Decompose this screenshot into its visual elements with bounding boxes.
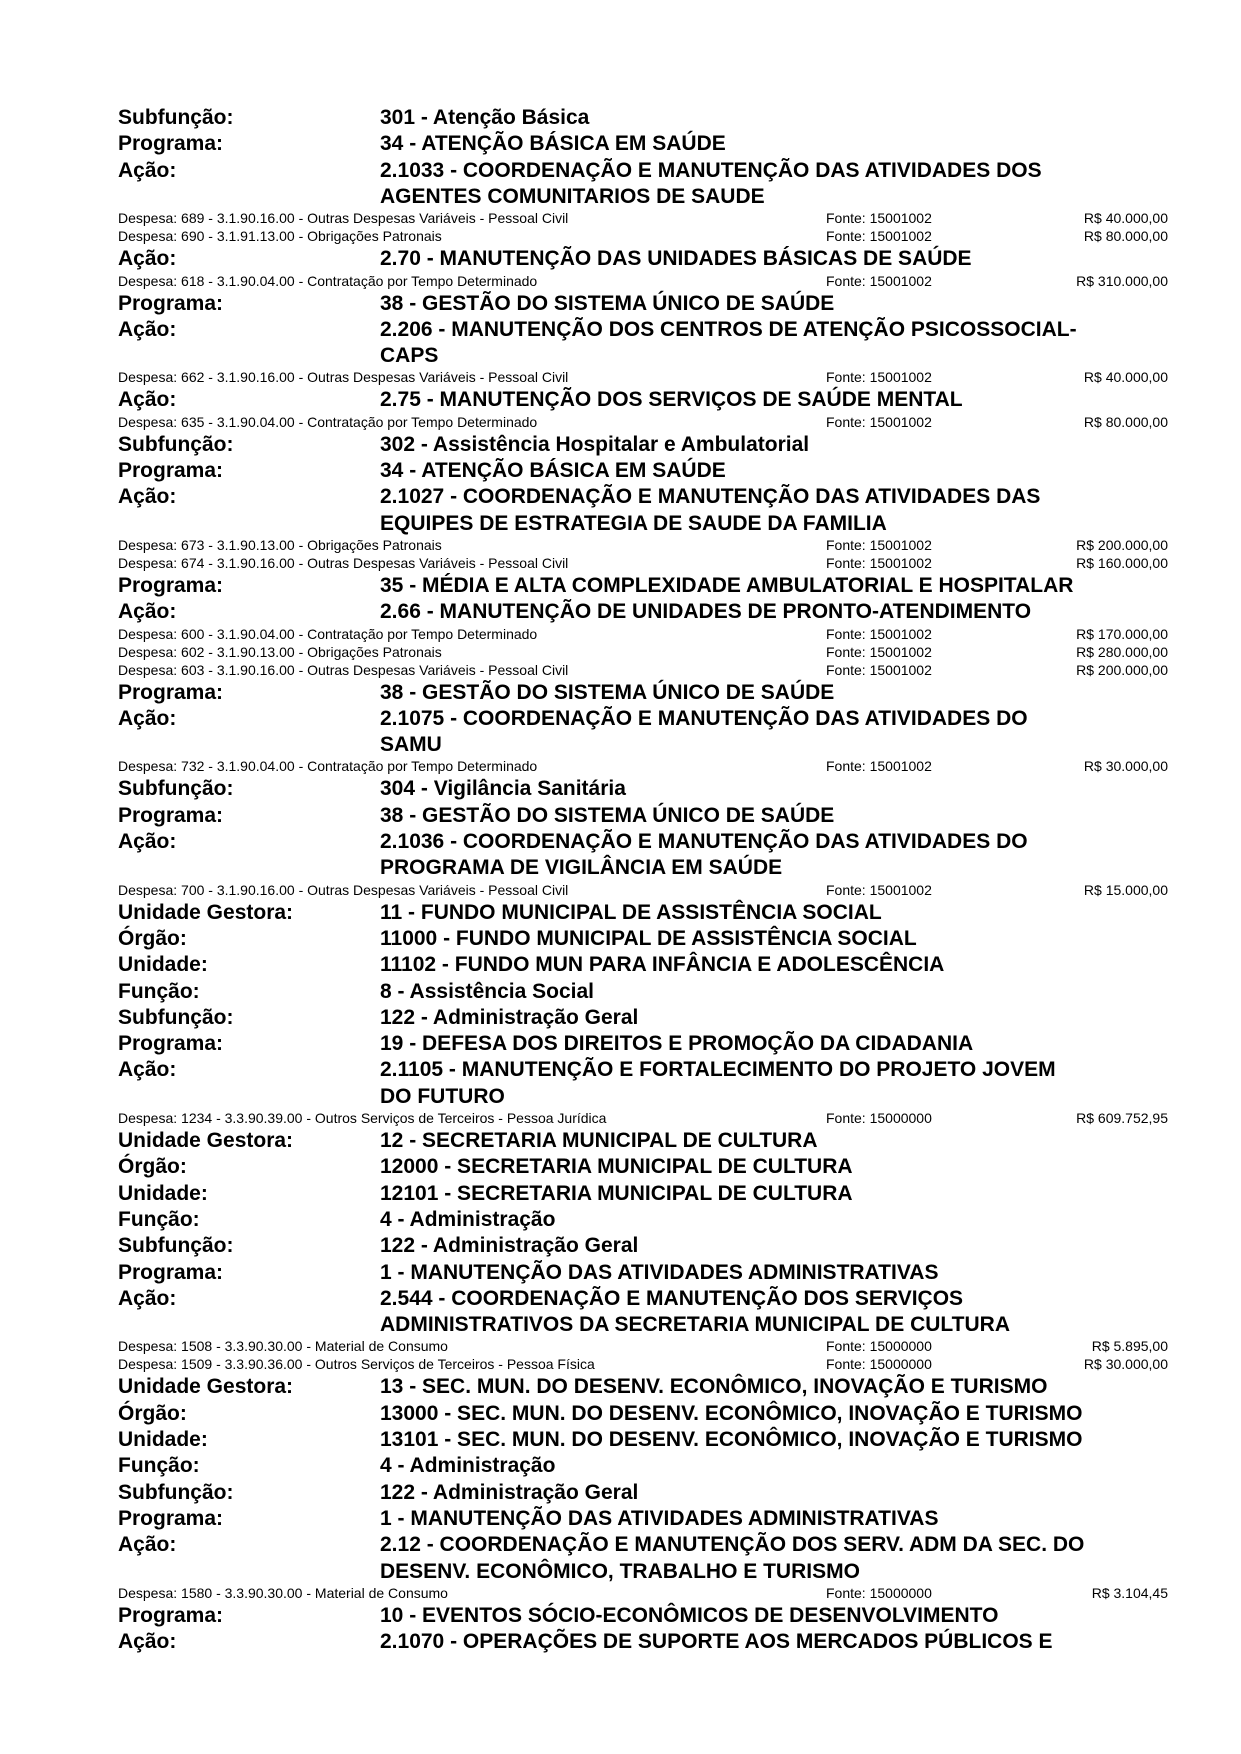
heading-value: 4 - Administração bbox=[380, 1454, 556, 1478]
expense-source: Fonte: 15001002 bbox=[826, 661, 932, 678]
expense-amount: R$ 5.895,00 bbox=[1091, 1338, 1168, 1355]
heading-value: 10 - EVENTOS SÓCIO-ECONÔMICOS DE DESENVOLVIMENTO bbox=[380, 1603, 999, 1627]
heading-row bbox=[118, 1453, 1168, 1479]
expense-row bbox=[118, 881, 1168, 899]
heading-value: 2.206 - MANUTENÇÃO DOS CENTROS DE ATENÇÃO PSICOSSOCIAL- bbox=[380, 317, 1077, 341]
expense-row bbox=[118, 643, 1168, 661]
expense-description: Despesa: 1234 - 3.3.90.39.00 - Outros Serviços de Terceiros - Pessoa Jurídica bbox=[118, 1110, 607, 1126]
heading-value: 8 - Assistência Social bbox=[380, 979, 594, 1003]
heading-value: 2.70 - MANUTENÇÃO DAS UNIDADES BÁSICAS DE SAÚDE bbox=[380, 247, 972, 271]
heading-row bbox=[118, 1260, 1168, 1286]
heading-row bbox=[118, 1506, 1168, 1532]
expense-source: Fonte: 15001002 bbox=[826, 228, 932, 245]
heading-continuation bbox=[118, 343, 1168, 369]
heading-label: Unidade Gestora: bbox=[118, 1129, 294, 1152]
expense-description: Despesa: 689 - 3.1.90.16.00 - Outras Despesas Variáveis - Pessoal Civil bbox=[118, 210, 569, 227]
heading-value: 11102 - FUNDO MUN PARA INFÂNCIA E ADOLESCÊNCIA bbox=[380, 953, 945, 977]
expense-description: Despesa: 600 - 3.1.90.04.00 - Contratação por Tempo Determinado bbox=[118, 625, 538, 642]
heading-value: 12000 - SECRETARIA MUNICIPAL DE CULTURA bbox=[380, 1155, 853, 1179]
heading-value: 2.544 - COORDENAÇÃO E MANUTENÇÃO DOS SERVIÇOS bbox=[380, 1286, 964, 1310]
heading-label: Ação: bbox=[118, 706, 177, 730]
heading-row bbox=[118, 829, 1168, 855]
heading-label: Programa: bbox=[118, 459, 224, 482]
heading-row bbox=[118, 1286, 1168, 1312]
heading-value: 301 - Atenção Básica bbox=[380, 106, 590, 129]
heading-row bbox=[118, 599, 1168, 625]
heading-label: Ação: bbox=[118, 1058, 177, 1082]
expense-description: Despesa: 673 - 3.1.90.13.00 - Obrigações Patronais bbox=[118, 536, 442, 553]
heading-label: Função: bbox=[118, 1454, 200, 1478]
heading-value: 2.1105 - MANUTENÇÃO E FORTALECIMENTO DO PROJETO JOVEM bbox=[380, 1058, 1056, 1082]
expense-source: Fonte: 15001002 bbox=[826, 625, 932, 642]
heading-label: Órgão: bbox=[118, 1155, 187, 1179]
heading-value: 2.1070 - OPERAÇÕES DE SUPORTE AOS MERCADOS PÚBLICOS E bbox=[380, 1630, 1053, 1654]
expense-source: Fonte: 15000000 bbox=[826, 1356, 932, 1373]
heading-value: 38 - GESTÃO DO SISTEMA ÚNICO DE SAÚDE bbox=[380, 291, 835, 315]
expense-description: Despesa: 1508 - 3.3.90.30.00 - Material de Consumo bbox=[118, 1338, 448, 1355]
heading-row bbox=[118, 1207, 1168, 1233]
heading-label: Programa: bbox=[118, 803, 224, 827]
heading-label: Ação: bbox=[118, 600, 177, 624]
heading-value: 34 - ATENÇÃO BÁSICA EM SAÚDE bbox=[380, 132, 726, 156]
expense-source: Fonte: 15001002 bbox=[826, 536, 932, 553]
heading-continuation bbox=[118, 184, 1168, 210]
heading-value: 12 - SECRETARIA MUNICIPAL DE CULTURA bbox=[380, 1129, 818, 1152]
expense-row bbox=[118, 554, 1168, 572]
expense-source: Fonte: 15001002 bbox=[826, 272, 932, 289]
expense-description: Despesa: 618 - 3.1.90.04.00 - Contratação por Tempo Determinado bbox=[118, 272, 538, 289]
heading-label: Subfunção: bbox=[118, 432, 234, 456]
heading-row bbox=[118, 317, 1168, 343]
heading-value: 2.12 - COORDENAÇÃO E MANUTENÇÃO DOS SERV. ADM DA SEC. DO bbox=[380, 1533, 1085, 1557]
heading-value: 122 - Administração Geral bbox=[380, 1005, 639, 1029]
expense-source: Fonte: 15001002 bbox=[826, 413, 932, 430]
heading-label: Programa: bbox=[118, 132, 224, 156]
expense-row bbox=[118, 757, 1168, 775]
heading-row bbox=[118, 158, 1168, 184]
expense-source: Fonte: 15001002 bbox=[826, 369, 932, 386]
expense-row bbox=[118, 1584, 1168, 1602]
expense-amount: R$ 170.000,00 bbox=[1076, 625, 1168, 642]
heading-label: Unidade Gestora: bbox=[118, 900, 294, 924]
heading-value: SAMU bbox=[380, 733, 442, 757]
expense-source: Fonte: 15001002 bbox=[826, 758, 932, 775]
heading-row bbox=[118, 803, 1168, 829]
heading-row bbox=[118, 291, 1168, 317]
expense-source: Fonte: 15001002 bbox=[826, 210, 932, 227]
expense-amount: R$ 200.000,00 bbox=[1076, 536, 1168, 553]
heading-value: CAPS bbox=[380, 344, 439, 368]
heading-row bbox=[118, 1427, 1168, 1453]
heading-label: Subfunção: bbox=[118, 1234, 234, 1258]
heading-row bbox=[118, 484, 1168, 510]
heading-row bbox=[118, 246, 1168, 272]
heading-row bbox=[118, 952, 1168, 978]
heading-value: 1 - MANUTENÇÃO DAS ATIVIDADES ADMINISTRATIVAS bbox=[380, 1506, 939, 1530]
expense-amount: R$ 80.000,00 bbox=[1083, 413, 1168, 430]
heading-label: Ação: bbox=[118, 158, 177, 182]
heading-value: 304 - Vigilância Sanitária bbox=[380, 777, 626, 801]
expense-amount: R$ 200.000,00 bbox=[1076, 661, 1168, 678]
heading-value: 2.1033 - COORDENAÇÃO E MANUTENÇÃO DAS ATIVIDADES DOS bbox=[380, 158, 1042, 182]
expense-amount: R$ 160.000,00 bbox=[1076, 554, 1168, 571]
heading-value: 12101 - SECRETARIA MUNICIPAL DE CULTURA bbox=[380, 1181, 853, 1205]
expense-description: Despesa: 1509 - 3.3.90.36.00 - Outros Serviços de Terceiros - Pessoa Física bbox=[118, 1356, 595, 1373]
heading-row bbox=[118, 1128, 1168, 1154]
expense-row bbox=[118, 1355, 1168, 1373]
heading-label: Subfunção: bbox=[118, 1005, 234, 1029]
expense-row bbox=[118, 272, 1168, 290]
heading-label: Unidade: bbox=[118, 1428, 208, 1451]
heading-row bbox=[118, 1480, 1168, 1506]
heading-value: 11000 - FUNDO MUNICIPAL DE ASSISTÊNCIA SOCIAL bbox=[380, 926, 917, 950]
heading-row bbox=[118, 1233, 1168, 1259]
heading-value: 2.66 - MANUTENÇÃO DE UNIDADES DE PRONTO-ATENDIMENTO bbox=[380, 600, 1032, 624]
heading-label: Função: bbox=[118, 979, 200, 1003]
expense-row bbox=[118, 1337, 1168, 1355]
expense-description: Despesa: 662 - 3.1.90.16.00 - Outras Despesas Variáveis - Pessoal Civil bbox=[118, 369, 569, 386]
expense-row bbox=[118, 625, 1168, 643]
expense-amount: R$ 30.000,00 bbox=[1083, 758, 1168, 775]
expense-amount: R$ 3.104,45 bbox=[1091, 1584, 1168, 1601]
expense-amount: R$ 30.000,00 bbox=[1083, 1356, 1168, 1373]
heading-row bbox=[118, 926, 1168, 952]
heading-label: Função: bbox=[118, 1207, 200, 1231]
heading-value: DO FUTURO bbox=[380, 1084, 505, 1108]
heading-label: Subfunção: bbox=[118, 1480, 234, 1504]
heading-value: 13000 - SEC. MUN. DO DESENV. ECONÔMICO, INOVAÇÃO E TURISMO bbox=[380, 1401, 1083, 1425]
heading-row bbox=[118, 1181, 1168, 1207]
heading-continuation bbox=[118, 1084, 1168, 1110]
heading-label: Subfunção: bbox=[118, 777, 234, 801]
expense-amount: R$ 15.000,00 bbox=[1083, 881, 1168, 898]
expense-row bbox=[118, 368, 1168, 386]
heading-label: Programa: bbox=[118, 1506, 224, 1530]
heading-row bbox=[118, 1401, 1168, 1427]
heading-row bbox=[118, 1603, 1168, 1629]
heading-value: DESENV. ECONÔMICO, TRABALHO E TURISMO bbox=[380, 1559, 860, 1583]
heading-label: Programa: bbox=[118, 1260, 224, 1284]
expense-source: Fonte: 15001002 bbox=[826, 554, 932, 571]
heading-label: Ação: bbox=[118, 1286, 177, 1310]
heading-value: 38 - GESTÃO DO SISTEMA ÚNICO DE SAÚDE bbox=[380, 680, 835, 704]
expense-description: Despesa: 602 - 3.1.90.13.00 - Obrigações Patronais bbox=[118, 643, 442, 660]
heading-label: Programa: bbox=[118, 291, 224, 315]
heading-label: Programa: bbox=[118, 1603, 224, 1627]
expense-description: Despesa: 690 - 3.1.91.13.00 - Obrigações Patronais bbox=[118, 228, 442, 245]
heading-continuation bbox=[118, 511, 1168, 537]
expense-description: Despesa: 700 - 3.1.90.16.00 - Outras Despesas Variáveis - Pessoal Civil bbox=[118, 881, 569, 898]
heading-row bbox=[118, 1005, 1168, 1031]
heading-row bbox=[118, 680, 1168, 706]
heading-continuation bbox=[118, 1312, 1168, 1338]
heading-row bbox=[118, 105, 1168, 131]
heading-continuation bbox=[118, 1559, 1168, 1585]
expense-source: Fonte: 15000000 bbox=[826, 1110, 932, 1126]
heading-row bbox=[118, 1154, 1168, 1180]
heading-row bbox=[118, 1629, 1168, 1655]
heading-value: 2.1027 - COORDENAÇÃO E MANUTENÇÃO DAS ATIVIDADES DAS bbox=[380, 485, 1041, 509]
heading-label: Ação: bbox=[118, 1630, 177, 1654]
expense-amount: R$ 310.000,00 bbox=[1076, 272, 1168, 289]
heading-value: 122 - Administração Geral bbox=[380, 1480, 639, 1504]
heading-row bbox=[118, 1031, 1168, 1057]
heading-label: Unidade Gestora: bbox=[118, 1375, 294, 1399]
expense-description: Despesa: 674 - 3.1.90.16.00 - Outras Despesas Variáveis - Pessoal Civil bbox=[118, 554, 569, 571]
expense-amount: R$ 609.752,95 bbox=[1076, 1110, 1168, 1126]
heading-row bbox=[118, 776, 1168, 802]
heading-value: 302 - Assistência Hospitalar e Ambulatorial bbox=[380, 432, 810, 456]
heading-row bbox=[118, 1374, 1168, 1400]
heading-value: 1 - MANUTENÇÃO DAS ATIVIDADES ADMINISTRATIVAS bbox=[380, 1260, 939, 1284]
heading-row bbox=[118, 131, 1168, 157]
expense-source: Fonte: 15000000 bbox=[826, 1584, 932, 1601]
expense-row bbox=[118, 413, 1168, 431]
expense-amount: R$ 40.000,00 bbox=[1083, 369, 1168, 386]
heading-value: 35 - MÉDIA E ALTA COMPLEXIDADE AMBULATORIAL E HOSPITALAR bbox=[380, 573, 1074, 597]
heading-label: Programa: bbox=[118, 1032, 224, 1056]
heading-value: AGENTES COMUNITARIOS DE SAUDE bbox=[380, 184, 765, 208]
expense-description: Despesa: 1580 - 3.3.90.30.00 - Material de Consumo bbox=[118, 1584, 448, 1601]
heading-label: Órgão: bbox=[118, 926, 187, 950]
heading-row bbox=[118, 1532, 1168, 1558]
expense-row bbox=[118, 536, 1168, 554]
expense-source: Fonte: 15000000 bbox=[826, 1338, 932, 1355]
expense-row bbox=[118, 661, 1168, 679]
expense-source: Fonte: 15001002 bbox=[826, 643, 932, 660]
heading-value: 19 - DEFESA DOS DIREITOS E PROMOÇÃO DA CIDADANIA bbox=[380, 1032, 974, 1056]
heading-value: PROGRAMA DE VIGILÂNCIA EM SAÚDE bbox=[380, 856, 783, 880]
expense-amount: R$ 40.000,00 bbox=[1083, 210, 1168, 227]
expense-amount: R$ 280.000,00 bbox=[1076, 643, 1168, 660]
expense-description: Despesa: 635 - 3.1.90.04.00 - Contratação por Tempo Determinado bbox=[118, 413, 538, 430]
heading-value: 13101 - SEC. MUN. DO DESENV. ECONÔMICO, INOVAÇÃO E TURISMO bbox=[380, 1428, 1083, 1451]
expense-source: Fonte: 15001002 bbox=[826, 881, 932, 898]
heading-label: Ação: bbox=[118, 317, 177, 341]
heading-continuation bbox=[118, 732, 1168, 758]
heading-row bbox=[118, 979, 1168, 1005]
heading-value: 34 - ATENÇÃO BÁSICA EM SAÚDE bbox=[380, 459, 726, 482]
heading-label: Unidade: bbox=[118, 953, 208, 977]
heading-label: Ação: bbox=[118, 485, 177, 509]
heading-value: 2.1075 - COORDENAÇÃO E MANUTENÇÃO DAS ATIVIDADES DO bbox=[380, 706, 1028, 730]
heading-continuation bbox=[118, 855, 1168, 881]
heading-label: Ação: bbox=[118, 1533, 177, 1557]
heading-value: 122 - Administração Geral bbox=[380, 1234, 639, 1258]
heading-row bbox=[118, 573, 1168, 599]
expense-row bbox=[118, 209, 1168, 227]
expense-row bbox=[118, 1109, 1168, 1127]
heading-row bbox=[118, 432, 1168, 458]
heading-row bbox=[118, 1057, 1168, 1083]
heading-label: Ação: bbox=[118, 830, 177, 853]
heading-value: 11 - FUNDO MUNICIPAL DE ASSISTÊNCIA SOCIAL bbox=[380, 900, 882, 924]
heading-row bbox=[118, 900, 1168, 926]
heading-value: EQUIPES DE ESTRATEGIA DE SAUDE DA FAMILIA bbox=[380, 511, 887, 535]
heading-label: Programa: bbox=[118, 680, 224, 704]
heading-value: 2.1036 - COORDENAÇÃO E MANUTENÇÃO DAS ATIVIDADES DO bbox=[380, 830, 1028, 853]
heading-label: Subfunção: bbox=[118, 106, 234, 129]
expense-amount: R$ 80.000,00 bbox=[1083, 228, 1168, 245]
heading-label: Programa: bbox=[118, 573, 224, 597]
heading-row bbox=[118, 458, 1168, 484]
heading-value: 13 - SEC. MUN. DO DESENV. ECONÔMICO, INOVAÇÃO E TURISMO bbox=[380, 1375, 1048, 1399]
heading-value: ADMINISTRATIVOS DA SECRETARIA MUNICIPAL DE CULTURA bbox=[380, 1313, 1010, 1337]
heading-value: 4 - Administração bbox=[380, 1207, 556, 1231]
expense-description: Despesa: 732 - 3.1.90.04.00 - Contratação por Tempo Determinado bbox=[118, 758, 538, 775]
expense-description: Despesa: 603 - 3.1.90.16.00 - Outras Despesas Variáveis - Pessoal Civil bbox=[118, 661, 569, 678]
heading-label: Unidade: bbox=[118, 1181, 208, 1205]
heading-label: Ação: bbox=[118, 388, 177, 412]
heading-row bbox=[118, 387, 1168, 413]
heading-value: 2.75 - MANUTENÇÃO DOS SERVIÇOS DE SAÚDE MENTAL bbox=[380, 388, 963, 412]
heading-label: Órgão: bbox=[118, 1401, 187, 1425]
heading-value: 38 - GESTÃO DO SISTEMA ÚNICO DE SAÚDE bbox=[380, 803, 835, 827]
expense-row bbox=[118, 227, 1168, 245]
heading-label: Ação: bbox=[118, 247, 177, 271]
heading-row bbox=[118, 706, 1168, 732]
